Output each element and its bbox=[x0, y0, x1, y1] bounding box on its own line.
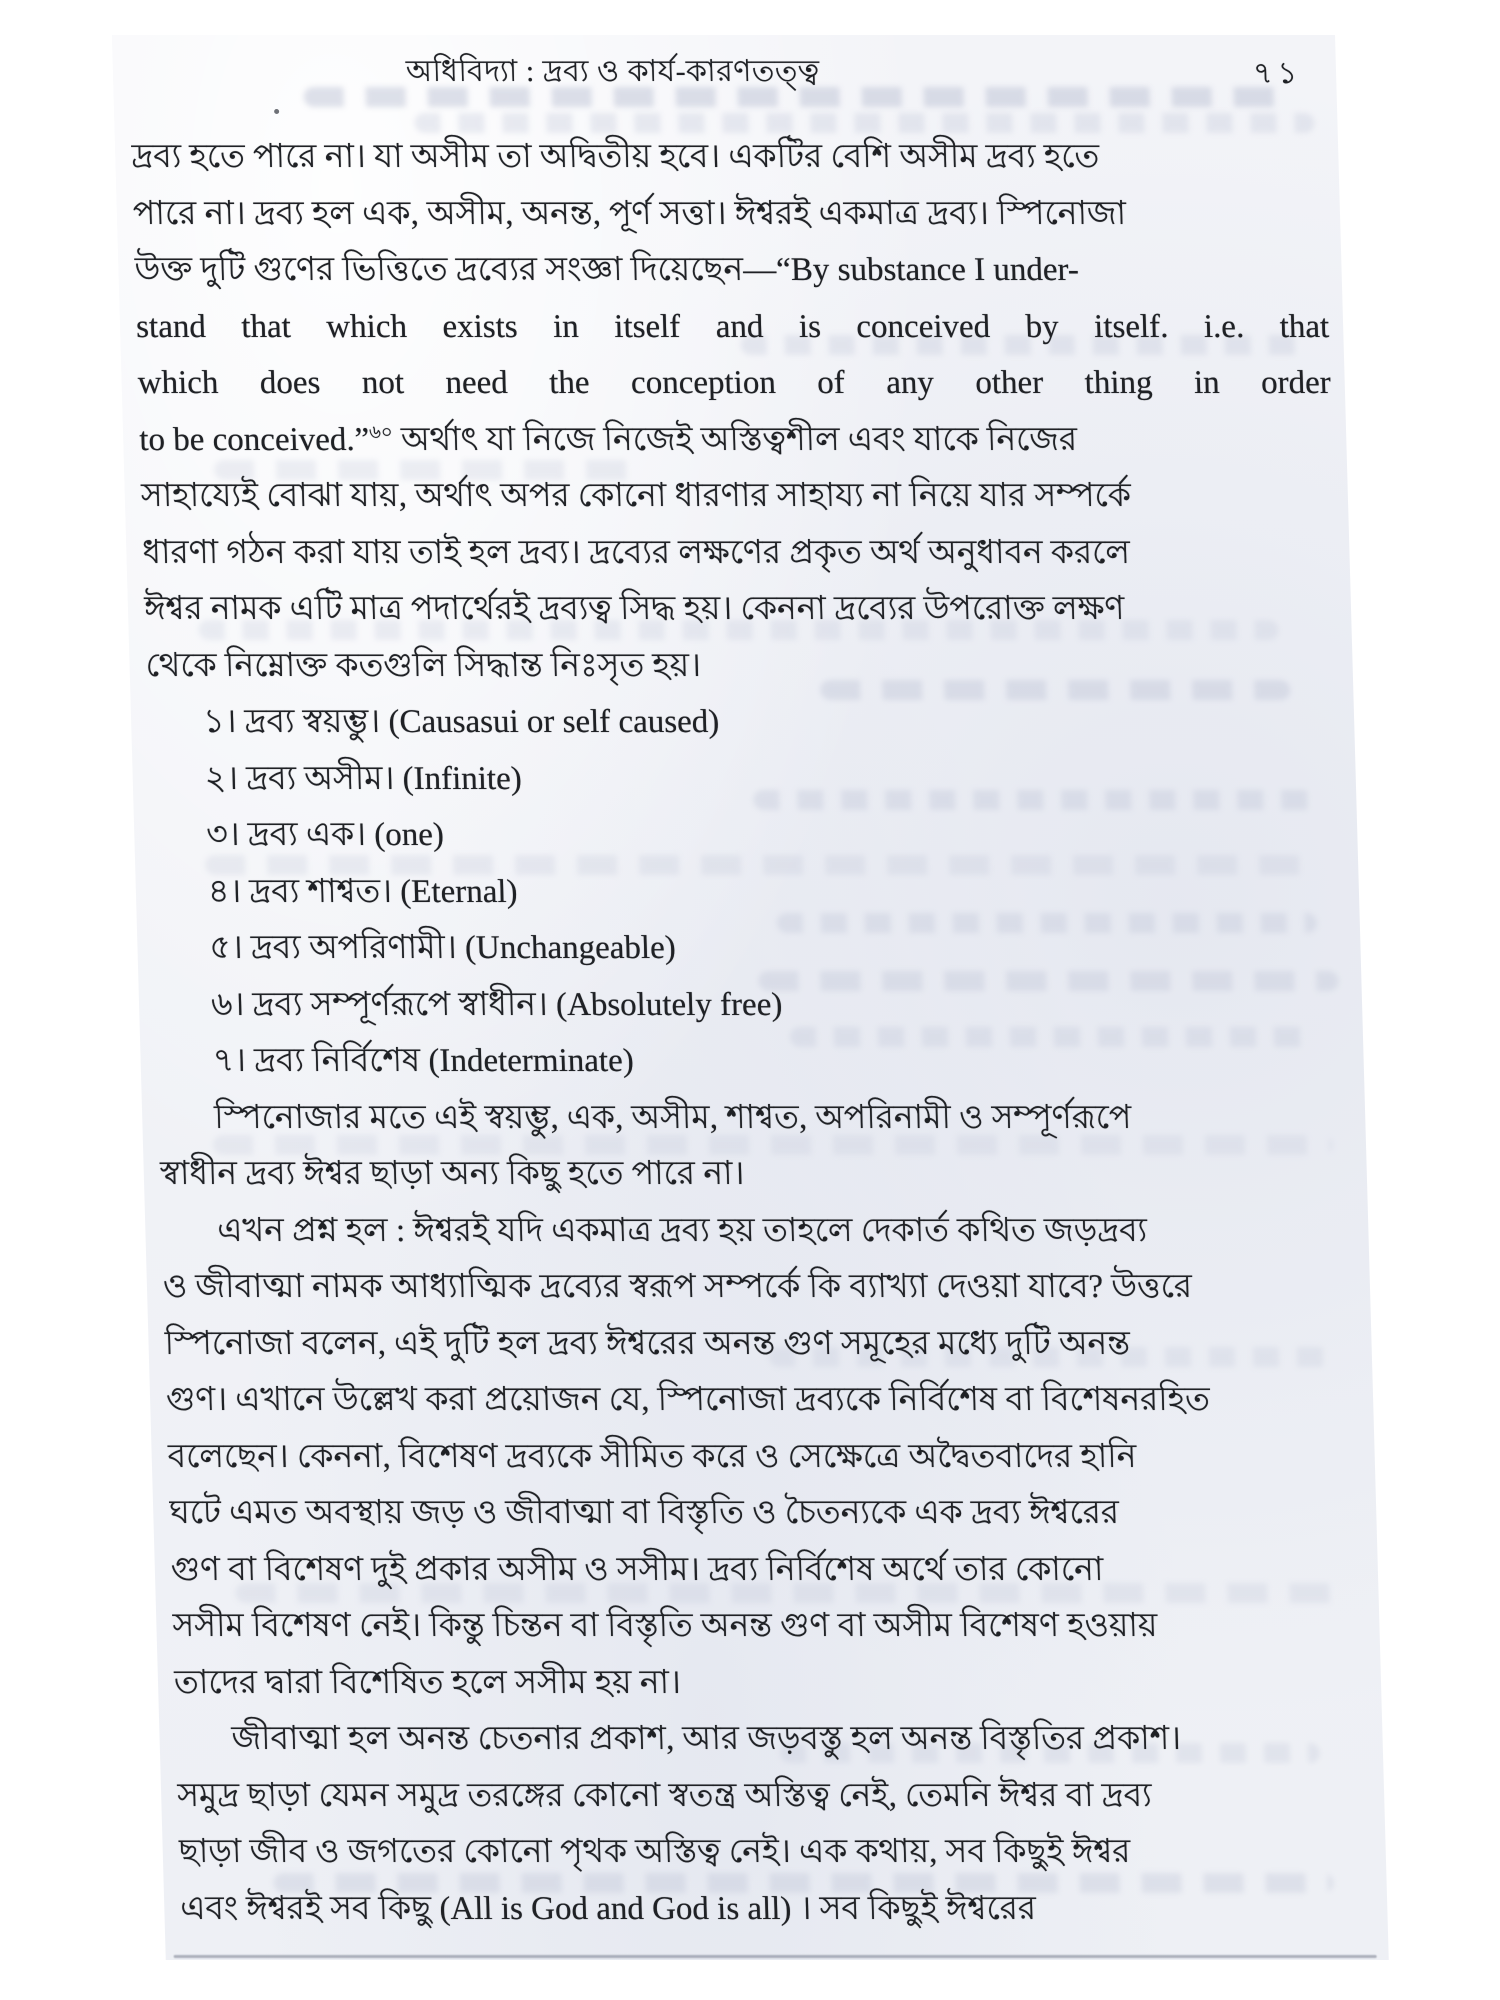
paragraph4-line: সমুদ্র ছাড়া যেমন সমুদ্র তরঙ্গের কোনো স্বতন্ত্র অস্তিত্ব নেই, তেমনি ঈশ্বর বা দ্রব্য bbox=[176, 1777, 1153, 1814]
paragraph1-line-with-footnote bbox=[139, 412, 1334, 469]
body-text bbox=[131, 129, 1375, 1937]
page-bottom-edge-shadow bbox=[174, 1955, 1377, 1958]
paragraph4-line: ছাড়া জীব ও জগতের কোনো পৃথক অস্তিত্ব নেই। এক কথায়, সব কিছুই ঈশ্বর bbox=[178, 1834, 1131, 1870]
paragraph1-line: ঈশ্বর নামক এটি মাত্র পদার্থেরই দ্রব্যত্ব সিদ্ধ হয়। কেননা দ্রব্যের উপরোক্ত লক্ষণ bbox=[143, 591, 1125, 627]
list-item: ১। দ্রব্য স্বয়ম্ভু। (Causasui or self caused) bbox=[202, 704, 720, 740]
paragraph3-line: তাদের দ্বারা বিশেষিত হলে সসীম হয় না। bbox=[173, 1664, 682, 1701]
paragraph4-line: জীবাত্মা হল অনন্ত চেতনার প্রকাশ, আর জড়বস্তু হল অনন্ত বিস্তৃতির প্রকাশ। bbox=[231, 1721, 1182, 1757]
after-quote-text: অর্থাৎ যা নিজে নিজেই অস্তিত্বশীল এবং যাকে নিজের bbox=[392, 421, 1078, 458]
paragraph3-line: ঘটে এমত অবস্থায় জড় ও জীবাত্মা বা বিস্তৃতি ও চৈতন্যকে এক দ্রব্য ঈশ্বরের bbox=[168, 1495, 1120, 1531]
paragraph1-line: থেকে নিম্নোক্ত কতগুলি সিদ্ধান্ত নিঃসৃত হয়। bbox=[145, 647, 702, 684]
paragraph3-line: স্পিনোজা বলেন, এই দুটি হল দ্রব্য ঈশ্বরের অনন্ত গুণ সমূহের মধ্যে দুটি অনন্ত bbox=[164, 1325, 1131, 1362]
paragraph3-line: বলেছেন। কেননা, বিশেষণ দ্রব্যকে সীমিত করে ও সেক্ষেত্রে অদ্বৈতবাদের হানি bbox=[167, 1438, 1137, 1475]
paragraph1-line: পারে না। দ্রব্য হল এক, অসীম, অনন্ত, পূর্ণ সত্তা। ঈশ্বরই একমাত্র দ্রব্য। স্পিনোজা bbox=[132, 195, 1127, 232]
paragraph1-line: দ্রব্য হতে পারে না। যা অসীম তা অদ্বিতীয় হবে। একটির বেশি অসীম দ্রব্য হতে bbox=[130, 139, 1100, 175]
paragraph1-line: ধারণা গঠন করা যায় তাই হল দ্রব্য। দ্রব্যের লক্ষণের প্রকৃত অর্থ অনুধাবন করলে bbox=[141, 534, 1131, 571]
paragraph3-line: সসীম বিশেষণ নেই। কিন্তু চিন্তন বা বিস্তৃতি অনন্ত গুণ বা অসীম বিশেষণ হওয়ায় bbox=[171, 1608, 1158, 1644]
page-number: ৭১ bbox=[1252, 57, 1303, 90]
page-header bbox=[112, 47, 1336, 93]
paragraph4-line: এবং ঈশ্বরই সব কিছু (All is God and God is all) । সব কিছুই ঈশ্বরের bbox=[179, 1890, 1037, 1927]
scanned-book-page bbox=[112, 35, 1389, 1960]
list-item: ৭। দ্রব্য নির্বিশেষ (Indeterminate) bbox=[212, 1043, 635, 1079]
list-item: ৬। দ্রব্য সম্পূর্ণরূপে স্বাধীন। (Absolutely free) bbox=[210, 986, 783, 1023]
paragraph1-line-english: which does not need the conception of any other thing in order bbox=[137, 365, 1332, 401]
paragraph1-line: সাহায্যেই বোঝা যায়, অর্থাৎ অপর কোনো ধারণার সাহায্য না নিয়ে যার সম্পর্কে bbox=[140, 478, 1132, 514]
list-item: ৩। দ্রব্য এক। (one) bbox=[205, 817, 445, 853]
list-item: ২। দ্রব্য অসীম। (Infinite) bbox=[204, 760, 523, 797]
paragraph3-line: এখন প্রশ্ন হল : ঈশ্বরই যদি একমাত্র দ্রব্য হয় তাহলে দেকার্ত কথিত জড়দ্রব্য bbox=[216, 1212, 1148, 1249]
paragraph2-line: স্বাধীন দ্রব্য ঈশ্বর ছাড়া অন্য কিছু হতে পারে না। bbox=[159, 1156, 745, 1192]
paragraph1-line: উক্ত দুটি গুণের ভিত্তিতে দ্রব্যের সংজ্ঞা দিয়েছেন—“By substance I under- bbox=[134, 252, 1080, 288]
paragraph2-line: স্পিনোজার মতে এই স্বয়ম্ভু, এক, অসীম, শাশ্বত, অপরিনামী ও সম্পূর্ণরূপে bbox=[213, 1099, 1132, 1136]
paragraph3-line: গুণ বা বিশেষণ দুই প্রকার অসীম ও সসীম। দ্রব্য নির্বিশেষ অর্থে তার কোনো bbox=[170, 1551, 1104, 1588]
paragraph3-line: গুণ। এখানে উল্লেখ করা প্রয়োজন যে, স্পিনোজা দ্রব্যকে নির্বিশেষ বা বিশেষনরহিত bbox=[165, 1382, 1211, 1418]
paragraph3-line: ও জীবাত্মা নামক আধ্যাত্মিক দ্রব্যের স্বরূপ সম্পর্কে কি ব্যাখ্যা দেওয়া যাবে? উত্তরে bbox=[162, 1269, 1193, 1305]
scan-dot-artifact bbox=[274, 109, 279, 114]
footnote-marker: ৬০ bbox=[368, 421, 393, 442]
paragraph1-line-english: stand that which exists in itself and is conceived by itself. i.e. that bbox=[135, 308, 1330, 345]
quote-end-text: to be conceived.” bbox=[138, 421, 370, 458]
list-item: ৪। দ্রব্য শাশ্বত। (Eternal) bbox=[207, 873, 519, 910]
chapter-title: অধিবিদ্যা : দ্রব্য ও কার্য-কারণতত্ত্ব bbox=[405, 55, 821, 88]
list-item: ৫। দ্রব্য অপরিণামী। (Unchangeable) bbox=[208, 930, 677, 966]
